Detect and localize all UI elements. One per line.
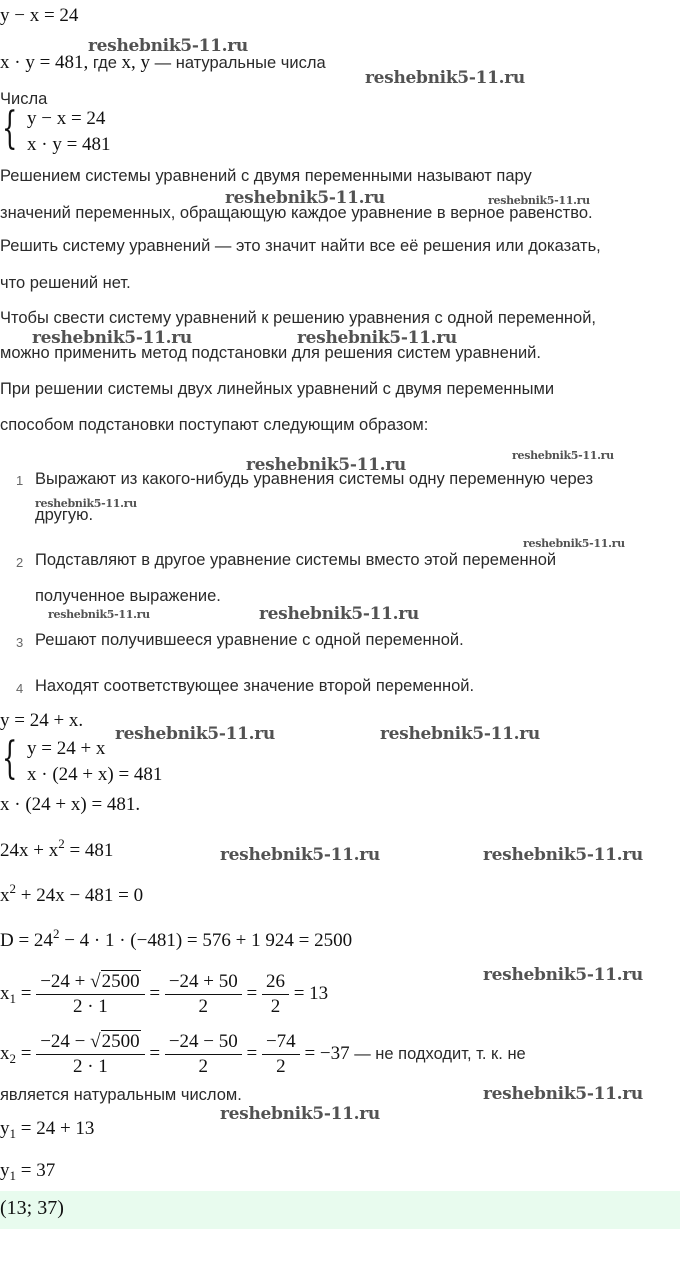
step-text: Выражают из какого-нибудь уравнения системы одну переменную через xyxy=(35,470,594,488)
fraction xyxy=(36,1030,144,1079)
radicand: 2500 xyxy=(101,971,140,992)
radicand: 2500 xyxy=(101,1031,140,1052)
denominator: 2 xyxy=(270,996,281,1017)
answer-text: (13; 37) xyxy=(0,1197,64,1219)
answer-box xyxy=(0,1191,680,1229)
step-number: 4 xyxy=(16,681,24,696)
subscript: 1 xyxy=(9,1168,16,1183)
system-brace-2: { xyxy=(2,733,18,784)
x2-note: — не подходит, т. к. не xyxy=(349,1044,526,1063)
numerator xyxy=(36,1030,144,1055)
watermark: reshebnik5-11.ru xyxy=(259,604,419,624)
fraction xyxy=(262,970,289,1019)
watermark: reshebnik5-11.ru xyxy=(220,845,380,865)
quadratic-rest: + 24x − 481 = 0 xyxy=(16,885,144,906)
fraction xyxy=(165,1030,242,1079)
equation-product: x · y = 481, xyxy=(0,52,89,73)
quadratic-equation xyxy=(0,881,144,907)
equals: = xyxy=(144,1042,165,1064)
substitution-equation: x · (24 + x) = 481. xyxy=(0,794,141,815)
definition-line-2a: Решить систему уравнений — это значит найти все её решения или доказать, xyxy=(0,237,601,255)
definition-line-1a: Решением системы уравнений с двумя переменными называют пару xyxy=(0,167,532,185)
sqrt-sign: √ xyxy=(90,971,101,992)
watermark: reshebnik5-11.ru xyxy=(88,36,248,56)
y-expression: y = 24 + x. xyxy=(0,710,84,731)
exponent: 2 xyxy=(9,881,16,896)
x1-label: x xyxy=(0,982,10,1004)
equals: = xyxy=(16,982,37,1004)
system1-eq1: y − x = 24 xyxy=(27,108,106,129)
numerator: −24 − 50 xyxy=(165,1030,242,1055)
equals: = xyxy=(16,1042,37,1064)
denominator: 2 xyxy=(276,1056,286,1077)
watermark: reshebnik5-11.ru xyxy=(380,724,540,744)
discriminant-right: − 4 · 1 · (−481) = 576 + 1 924 = 2500 xyxy=(59,930,353,951)
equation-difference: y − x = 24 xyxy=(0,5,79,26)
watermark: reshebnik5-11.ru xyxy=(483,965,643,985)
sqrt xyxy=(90,1030,140,1054)
expanded-left: 24x + x xyxy=(0,840,59,861)
x2-label: x xyxy=(0,1042,10,1064)
equals: = xyxy=(241,982,262,1004)
y1-expression xyxy=(0,1118,94,1140)
system1-eq2: x · y = 481 xyxy=(27,134,111,155)
denominator: 2 xyxy=(198,996,209,1017)
watermark: reshebnik5-11.ru xyxy=(225,188,385,208)
step-text-continued: другую. xyxy=(35,506,94,524)
fraction xyxy=(165,970,242,1019)
watermark: reshebnik5-11.ru xyxy=(246,455,406,475)
x2-note-continued: является натуральным числом. xyxy=(0,1086,242,1104)
numerator-text: −24 + xyxy=(40,971,91,992)
step-text: Решают получившееся уравнение с одной переменной. xyxy=(35,631,464,649)
numerator: 26 xyxy=(262,970,289,995)
system2-eq2: x · (24 + x) = 481 xyxy=(27,764,163,785)
step-text-continued: полученное выражение. xyxy=(35,587,221,605)
numerator xyxy=(36,970,144,995)
step-number: 1 xyxy=(16,473,24,488)
step-number: 2 xyxy=(16,555,24,570)
watermark: reshebnik5-11.ru xyxy=(523,537,625,550)
watermark: reshebnik5-11.ru xyxy=(483,1084,643,1104)
definition-line-2b: что решений нет. xyxy=(0,274,131,292)
denominator: 2 · 1 xyxy=(72,996,108,1017)
subscript: 1 xyxy=(9,990,16,1006)
y1-label: y xyxy=(0,1160,10,1181)
discriminant-left: D = 24 xyxy=(0,930,53,951)
definition-line-1b: значений переменных, обращающую каждое уравнение в верное равенство. xyxy=(0,204,593,222)
system-brace-1: { xyxy=(2,103,18,154)
expanded-equation xyxy=(0,836,114,862)
watermark: reshebnik5-11.ru xyxy=(488,194,590,207)
root-x2 xyxy=(0,1030,526,1079)
sqrt-sign: √ xyxy=(90,1031,101,1052)
watermark: reshebnik5-11.ru xyxy=(297,328,457,348)
definition-line-3b: можно применить метод подстановки для решения систем уравнений. xyxy=(0,344,541,362)
numerator: −24 + 50 xyxy=(165,970,242,995)
fraction xyxy=(36,970,144,1019)
y1-sum: = 24 + 13 xyxy=(16,1118,95,1139)
expanded-right: = 481 xyxy=(64,840,114,861)
y1-result xyxy=(0,1160,55,1182)
sqrt xyxy=(90,970,140,994)
system2-eq1: y = 24 + x xyxy=(27,738,106,759)
numerator: −74 xyxy=(262,1030,300,1055)
y1-value: = 37 xyxy=(16,1160,56,1181)
watermark: reshebnik5-11.ru xyxy=(512,449,614,462)
text-where: где xyxy=(88,54,122,72)
x1-result: = 13 xyxy=(288,982,329,1004)
equals: = xyxy=(144,982,165,1004)
step-text: Находят соответствующее значение второй переменной. xyxy=(35,677,475,695)
y1-label: y xyxy=(0,1118,10,1139)
subscript: 2 xyxy=(9,1050,16,1066)
watermark: reshebnik5-11.ru xyxy=(483,845,643,865)
equals: = xyxy=(241,1042,262,1064)
definition-line-4a: При решении системы двух линейных уравнений с двумя переменными xyxy=(0,380,555,398)
numbers-label: Числа xyxy=(0,90,48,108)
denominator: 2 · 1 xyxy=(72,1056,108,1077)
step-text: Подставляют в другое уравнение системы вместо этой переменной xyxy=(35,551,557,569)
watermark: reshebnik5-11.ru xyxy=(220,1104,380,1124)
text-natural-numbers: — натуральные числа xyxy=(150,54,326,72)
discriminant xyxy=(0,926,353,952)
numerator-text: −24 − xyxy=(40,1031,91,1052)
x2-result: = −37 xyxy=(299,1042,350,1064)
watermark: reshebnik5-11.ru xyxy=(32,328,192,348)
exponent: 2 xyxy=(58,836,65,851)
step-number: 3 xyxy=(16,635,24,650)
variables: x, y xyxy=(121,52,151,73)
watermark: reshebnik5-11.ru xyxy=(35,497,137,510)
watermark: reshebnik5-11.ru xyxy=(115,724,275,744)
watermark: reshebnik5-11.ru xyxy=(365,68,525,88)
definition-line-3a: Чтобы свести систему уравнений к решению уравнения с одной переменной, xyxy=(0,309,597,327)
subscript: 1 xyxy=(9,1126,16,1141)
root-x1 xyxy=(0,970,328,1019)
exponent: 2 xyxy=(52,926,60,941)
denominator: 2 xyxy=(198,1056,209,1077)
watermark: reshebnik5-11.ru xyxy=(48,608,150,621)
fraction xyxy=(262,1030,300,1079)
quadratic-x: x xyxy=(0,885,10,906)
definition-line-4b: способом подстановки поступают следующим образом: xyxy=(0,416,429,434)
